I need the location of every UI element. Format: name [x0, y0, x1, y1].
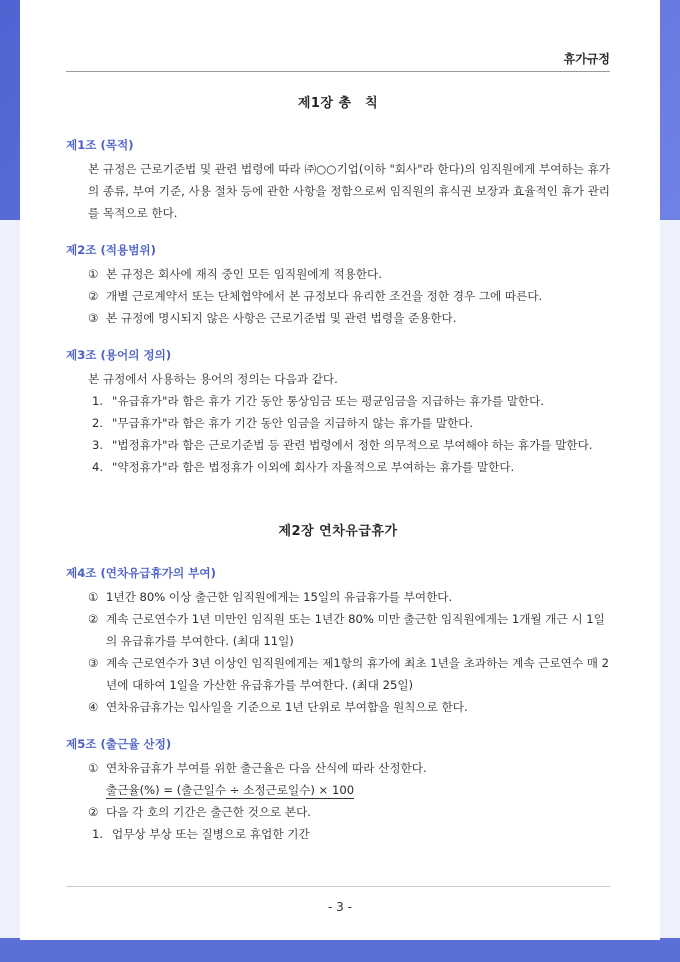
item-text: "법정휴가"라 함은 근로기준법 등 관련 법령에서 정한 의무적으로 부여해야 하는 휴가를 말한다.	[112, 438, 593, 452]
item-marker: 2.	[92, 416, 104, 430]
item-text: 1년간 80% 이상 출근한 임직원에게는 15일의 유급휴가를 부여한다.	[106, 590, 453, 604]
attendance-formula	[66, 779, 610, 801]
item-marker: 1.	[92, 827, 104, 841]
list-item	[66, 285, 610, 307]
list-item	[66, 586, 610, 608]
list-item	[66, 608, 610, 652]
item-marker: ②	[88, 805, 99, 819]
list-item	[66, 434, 610, 456]
item-marker: ④	[88, 700, 99, 714]
article-1-body: 본 규정은 근로기준법 및 관련 법령에 따라 ㈜○○기업(이하 "회사"라 한다)의 임직원에게 부여하는 휴가의 종류, 부여 기준, 사용 절차 등에 관한 사항을 정함으로써 임직원의 휴식권 보장과 효율적인 휴가 관리를 목적으로 한다.	[88, 162, 610, 220]
list-item	[66, 757, 610, 779]
item-text: 다음 각 호의 기간은 출근한 것으로 본다.	[106, 805, 311, 819]
item-text: 본 규정은 회사에 재직 중인 모든 임직원에게 적용한다.	[106, 267, 382, 281]
item-marker: ①	[88, 267, 99, 281]
item-text: "유급휴가"라 함은 휴가 기간 동안 통상임금 또는 평균임금을 지급하는 휴가를 말한다.	[112, 394, 544, 408]
article-3-title: 제3조 (용어의 정의)	[66, 348, 172, 362]
item-text: 연차유급휴가 부여를 위한 출근율은 다음 산식에 따라 산정한다.	[106, 761, 427, 775]
list-item	[66, 307, 610, 329]
item-text: 개별 근로계약서 또는 단체협약에서 본 규정보다 유리한 조건을 정한 경우 그에 따른다.	[106, 289, 543, 303]
item-marker: 4.	[92, 460, 104, 474]
item-marker: ③	[88, 311, 99, 325]
item-marker: 3.	[92, 438, 104, 452]
list-item	[66, 696, 610, 718]
list-item	[66, 263, 610, 285]
document-page	[20, 0, 660, 940]
article-4	[66, 565, 610, 718]
article-5	[66, 736, 610, 845]
article-2	[66, 242, 610, 329]
list-item	[66, 456, 610, 478]
list-item	[66, 823, 610, 845]
article-3	[66, 347, 610, 478]
item-marker: ②	[88, 612, 99, 626]
article-3-intro: 본 규정에서 사용하는 용어의 정의는 다음과 같다.	[88, 372, 338, 386]
footer-rule	[66, 886, 610, 887]
header-title: 휴가규정	[563, 52, 610, 66]
item-text: 연차유급휴가는 입사일을 기준으로 1년 단위로 부여함을 원칙으로 한다.	[106, 700, 468, 714]
chapter-1-title: 제1장 총 칙	[297, 96, 379, 111]
article-2-title: 제2조 (적용범위)	[66, 243, 156, 257]
list-item	[66, 390, 610, 412]
item-marker: ②	[88, 289, 99, 303]
item-text: 계속 근로연수가 3년 이상인 임직원에게는 제1항의 휴가에 최초 1년을 초과하는 계속 근로연수 매 2년에 대하여 1일을 가산한 유급휴가를 부여한다. (최대 25일)	[106, 656, 610, 692]
item-text: 계속 근로연수가 1년 미만인 임직원 또는 1년간 80% 미만 출근한 임직원에게는 1개월 개근 시 1일의 유급휴가를 부여한다. (최대 11일)	[106, 612, 605, 648]
item-marker: 1.	[92, 394, 104, 408]
item-marker: ①	[88, 761, 99, 775]
list-item	[66, 412, 610, 434]
page-content	[66, 92, 610, 863]
item-marker: ③	[88, 656, 99, 670]
article-1	[66, 137, 610, 224]
article-1-title: 제1조 (목적)	[66, 138, 134, 152]
article-5-title: 제5조 (출근율 산정)	[66, 737, 172, 751]
item-text: 업무상 부상 또는 질병으로 휴업한 기간	[112, 827, 310, 841]
page-number: - 3 -	[328, 900, 352, 914]
formula-text: 출근율(%) = (출근일수 ÷ 소정근로일수) × 100	[106, 783, 355, 797]
item-text: "무급휴가"라 함은 휴가 기간 동안 임금을 지급하지 않는 휴가를 말한다.	[112, 416, 474, 430]
header-rule	[66, 71, 610, 72]
article-4-title: 제4조 (연차유급휴가의 부여)	[66, 566, 216, 580]
background-bottom-band	[0, 938, 680, 962]
chapter-2-title: 제2장 연차유급휴가	[278, 524, 398, 539]
item-text: 본 규정에 명시되지 않은 사항은 근로기준법 및 관련 법령을 준용한다.	[106, 311, 457, 325]
item-text: "약정휴가"라 함은 법정휴가 이외에 회사가 자율적으로 부여하는 휴가를 말한다.	[112, 460, 515, 474]
list-item	[66, 801, 610, 823]
item-marker: ①	[88, 590, 99, 604]
list-item	[66, 652, 610, 696]
